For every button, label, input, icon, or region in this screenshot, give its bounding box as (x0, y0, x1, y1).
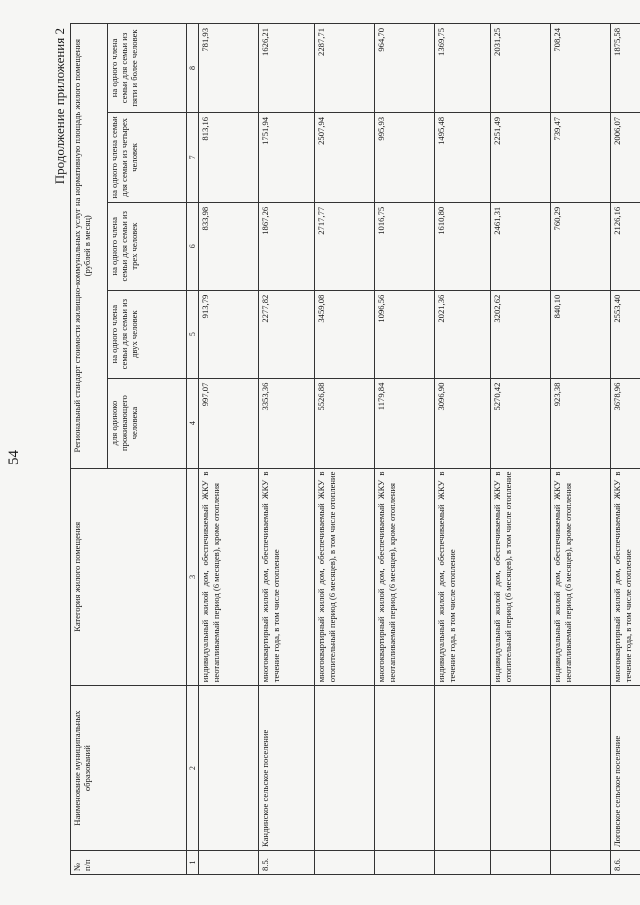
row-value: 708,24 (551, 24, 611, 113)
table-row (551, 24, 611, 875)
table-row (375, 24, 435, 875)
row-value: 3353,36 (259, 378, 315, 468)
index-cell: 8 (187, 24, 199, 113)
row-value: 913,79 (199, 290, 259, 378)
header-col-two: на одного члена семьи для семьи из двух человек (108, 290, 187, 378)
row-municipality (435, 686, 491, 851)
row-value: 1875,58 (611, 24, 640, 113)
row-value: 1369,75 (435, 24, 491, 113)
row-value: 739,47 (551, 112, 611, 202)
tariff-table (70, 23, 640, 875)
row-value: 3678,96 (611, 378, 640, 468)
row-no (551, 851, 611, 875)
row-value: 2126,16 (611, 202, 640, 290)
row-value: 840,10 (551, 290, 611, 378)
row-municipality (199, 686, 259, 851)
row-value: 2277,82 (259, 290, 315, 378)
row-value: 781,93 (199, 24, 259, 113)
index-cell: 2 (187, 686, 199, 851)
header-col-three: на одного члена семьи для семьи из трех человек (108, 202, 187, 290)
row-value: 997,07 (199, 378, 259, 468)
row-municipality (551, 686, 611, 851)
row-value: 1626,21 (259, 24, 315, 113)
index-row (187, 24, 199, 875)
row-no (435, 851, 491, 875)
row-value: 1495,48 (435, 112, 491, 202)
table-row (611, 24, 640, 875)
row-value: 2717,77 (315, 202, 375, 290)
row-category: многоквартирный жилой дом, обеспечиваемый ЖКУ в неотапливаемый период (6 месяцев), кроме отопления (375, 468, 435, 686)
row-municipality (315, 686, 375, 851)
row-no: 8.6. (611, 851, 640, 875)
row-value: 813,16 (199, 112, 259, 202)
row-value: 1751,94 (259, 112, 315, 202)
header-standard: Региональный стандарт стоимости жилищно-коммунальных услуг на нормативную площадь жилого помещения (рублей в месяц) (71, 24, 108, 469)
row-category: индивидуальный жилой дом, обеспечиваемый ЖКУ в неотапливаемый период (6 месяцев), кроме отопления (199, 468, 259, 686)
table-row (491, 24, 551, 875)
row-municipality (375, 686, 435, 851)
header-row (71, 24, 108, 875)
index-cell: 4 (187, 378, 199, 468)
row-value: 1016,75 (375, 202, 435, 290)
row-no (315, 851, 375, 875)
row-value: 3096,90 (435, 378, 491, 468)
row-value: 3459,08 (315, 290, 375, 378)
row-value: 2461,31 (491, 202, 551, 290)
row-category: индивидуальный жилой дом, обеспечиваемый ЖКУ в неотапливаемый период (6 месяцев), кроме отопления (551, 468, 611, 686)
row-category: многоквартирный жилой дом, обеспечиваемый ЖКУ в течение года, в том числе отопление (259, 468, 315, 686)
row-no (199, 851, 259, 875)
row-value: 2006,07 (611, 112, 640, 202)
row-value: 1179,84 (375, 378, 435, 468)
row-value: 5270,42 (491, 378, 551, 468)
row-value: 2251,49 (491, 112, 551, 202)
header-municipality: Наименование муниципальных образований (71, 686, 187, 851)
row-value: 2287,71 (315, 24, 375, 113)
header-no: № п/п (71, 851, 187, 875)
row-category: индивидуальный жилой дом, обеспечиваемый ЖКУ в течение года, в том числе отопление (435, 468, 491, 686)
row-value: 964,70 (375, 24, 435, 113)
row-value: 1610,80 (435, 202, 491, 290)
row-category: индивидуальный жилой дом, обеспечиваемый ЖКУ в отопительный период (6 месяцев), в том числе отопление (491, 468, 551, 686)
index-cell: 6 (187, 202, 199, 290)
row-no: 8.5. (259, 851, 315, 875)
row-value: 2553,40 (611, 290, 640, 378)
row-value: 5526,88 (315, 378, 375, 468)
row-no (491, 851, 551, 875)
header-col-four: на одного члена семьи для семьи из четырех человек (108, 112, 187, 202)
row-value: 3202,62 (491, 290, 551, 378)
appendix-title: Продолжение приложения 2 (52, 28, 67, 185)
row-category: многоквартирный жилой дом, обеспечиваемый ЖКУ в отопительный период (6 месяцев), в том числе отопление (315, 468, 375, 686)
row-value: 995,93 (375, 112, 435, 202)
row-value: 760,29 (551, 202, 611, 290)
page-number: 54 (6, 450, 22, 465)
table-row (435, 24, 491, 875)
header-col-five: на одного члена семьи для семьи из пяти и более человек (108, 24, 187, 113)
row-value: 1867,26 (259, 202, 315, 290)
row-no (375, 851, 435, 875)
table-row (259, 24, 315, 875)
table-row (315, 24, 375, 875)
index-cell: 3 (187, 468, 199, 686)
header-col-single: для одиноко проживающего человека (108, 378, 187, 468)
row-value: 2021,36 (435, 290, 491, 378)
index-cell: 1 (187, 851, 199, 875)
table-row (199, 24, 259, 875)
row-value: 923,38 (551, 378, 611, 468)
row-value: 2031,25 (491, 24, 551, 113)
row-municipality: Кандинское сельское поселение (259, 686, 315, 851)
row-value: 833,98 (199, 202, 259, 290)
row-municipality (491, 686, 551, 851)
row-value: 1096,56 (375, 290, 435, 378)
row-value: 2507,94 (315, 112, 375, 202)
header-category: Категория жилого помещения (71, 468, 187, 686)
row-municipality: Логовское сельское поселение (611, 686, 640, 851)
index-cell: 7 (187, 112, 199, 202)
index-cell: 5 (187, 290, 199, 378)
row-category: многоквартирный жилой дом, обеспечиваемый ЖКУ в течение года, в том числе отопление (611, 468, 640, 686)
